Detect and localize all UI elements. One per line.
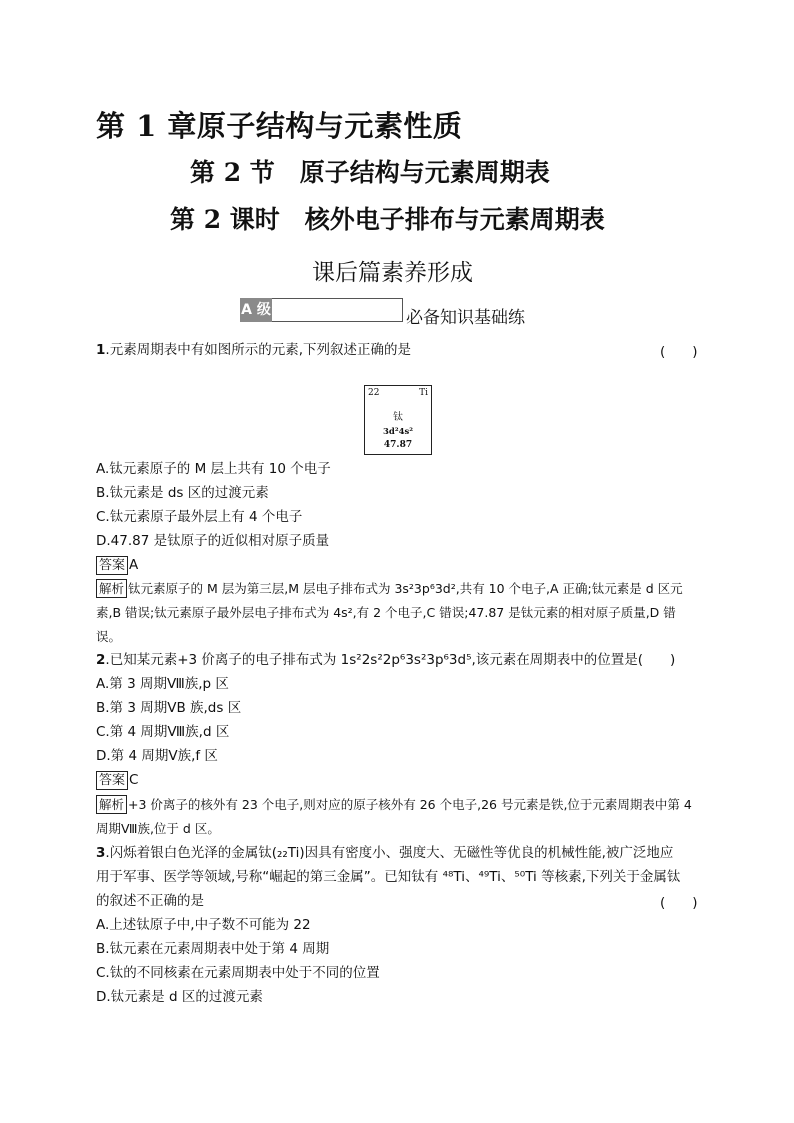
q2-explain-text: +3 价离子的核外有 23 个电子,则对应的原子核外有 26 个电子,26 号元素是铁,位于元素周期表中第 4 周期Ⅷ族,位于 d 区。 bbox=[96, 797, 692, 836]
element-number: 22 bbox=[368, 388, 380, 398]
section-title: 第 2 节 原子结构与元素周期表 bbox=[190, 158, 550, 187]
q2-option-d: D.第 4 周期Ⅴ族,f 区 bbox=[96, 748, 218, 764]
q2-option-a: A.第 3 周期Ⅷ族,p 区 bbox=[96, 676, 229, 692]
explain-tag: 解析 bbox=[96, 795, 127, 814]
q3-option-c: C.钛的不同核素在元素周期表中处于不同的位置 bbox=[96, 965, 380, 981]
q3-option-d: D.钛元素是 d 区的过渡元素 bbox=[96, 989, 263, 1005]
q3-option-b: B.钛元素在元素周期表中处于第 4 周期 bbox=[96, 941, 330, 957]
answer-tag: 答案 bbox=[96, 556, 128, 575]
q2-option-b: B.第 3 周期ⅤB 族,ds 区 bbox=[96, 700, 242, 716]
q3-number: 3 bbox=[96, 845, 106, 861]
q2-explanation bbox=[96, 793, 700, 841]
q3-stem-text-1: .闪烁着银白色光泽的金属钛(₂₂Ti)因具有密度小、强度大、无磁性等优良的机械性能,被广泛地应 bbox=[105, 845, 674, 861]
subtitle: 课后篇素养形成 bbox=[312, 260, 473, 286]
element-symbol: Ti bbox=[419, 388, 428, 398]
q3-stem-line2: 用于军事、医学等领域,号称“崛起的第三金属”。已知钛有 ⁴⁸Ti、⁴⁹Ti、⁵⁰Ti 等核素,下列关于金属钛 bbox=[96, 869, 681, 885]
q1-explain-text: 钛元素原子的 M 层为第三层,M 层电子排布式为 3s²3p⁶3d²,共有 10 个电子,A 正确;钛元素是 d 区元素,B 错误;钛元素原子最外层电子排布式为 4s²,有 2 个电子,C 错误;47.87 是钛元素的相对原子质量,D 错误。 bbox=[96, 581, 683, 644]
q2-number: 2 bbox=[96, 652, 106, 668]
q1-stem-text: .元素周期表中有如图所示的元素,下列叙述正确的是 bbox=[105, 342, 411, 358]
q3-stem-line1 bbox=[96, 843, 673, 863]
q1-answer bbox=[96, 555, 138, 575]
q1-number: 1 bbox=[96, 342, 106, 358]
q3-option-a: A.上述钛原子中,中子数不可能为 22 bbox=[96, 917, 311, 933]
level-badge: A 级 bbox=[240, 298, 272, 322]
q2-stem bbox=[96, 650, 675, 670]
q1-answer-value: A bbox=[129, 557, 139, 573]
element-name: 钛 bbox=[393, 412, 403, 423]
q2-option-c: C.第 4 周期Ⅷ族,d 区 bbox=[96, 724, 230, 740]
lesson-title: 第 2 课时 核外电子排布与元素周期表 bbox=[170, 205, 605, 234]
q3-paren: ( ) bbox=[660, 895, 698, 911]
chapter-title: 第 1 章原子结构与元素性质 bbox=[96, 109, 463, 143]
level-box bbox=[272, 298, 403, 322]
q1-option-a: A.钛元素原子的 M 层上共有 10 个电子 bbox=[96, 461, 331, 477]
q1-explanation bbox=[96, 577, 700, 649]
q1-option-d: D.47.87 是钛原子的近似相对原子质量 bbox=[96, 533, 330, 549]
q1-option-c: C.钛元素原子最外层上有 4 个电子 bbox=[96, 509, 303, 525]
level-label: 必备知识基础练 bbox=[406, 308, 525, 328]
element-config: 3d²4s² bbox=[382, 427, 413, 437]
explain-tag: 解析 bbox=[96, 579, 127, 598]
element-mass: 47.87 bbox=[383, 440, 413, 450]
q2-answer bbox=[96, 770, 138, 790]
answer-tag: 答案 bbox=[96, 771, 128, 790]
level-header bbox=[240, 296, 525, 328]
element-card bbox=[364, 385, 432, 455]
q1-option-b: B.钛元素是 ds 区的过渡元素 bbox=[96, 485, 269, 501]
q1-paren: ( ) bbox=[660, 344, 698, 360]
q1-stem bbox=[96, 340, 411, 360]
q3-stem-line3: 的叙述不正确的是 bbox=[96, 893, 204, 909]
q2-answer-value: C bbox=[129, 772, 139, 788]
q2-stem-text: .已知某元素+3 价离子的电子排布式为 1s²2s²2p⁶3s²3p⁶3d⁵,该元素在周期表中的位置是( ) bbox=[105, 652, 676, 668]
